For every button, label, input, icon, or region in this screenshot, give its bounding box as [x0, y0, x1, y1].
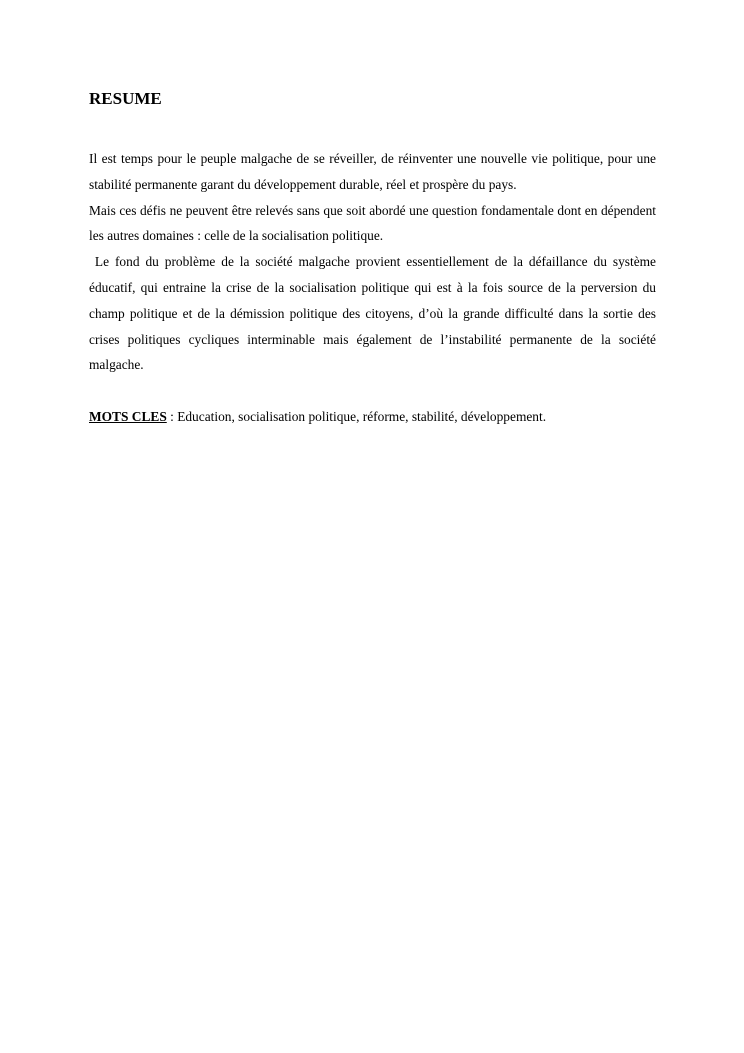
abstract-paragraph-1: Il est temps pour le peuple malgache de se réveiller, de réinventer une nouvelle vie politique, pour une stabilité permanente garant du développement durable, réel et prospère du pays.	[89, 151, 656, 192]
keywords-label: MOTS CLES	[89, 408, 167, 424]
keywords-line	[89, 404, 656, 430]
page-title: RESUME	[89, 89, 162, 108]
keywords-text: Education, socialisation politique, réforme, stabilité, développement.	[177, 408, 547, 424]
paragraph-gap	[89, 378, 656, 404]
abstract-paragraph-3	[89, 249, 656, 378]
abstract-paragraph-2: Mais ces défis ne peuvent être relevés sans que soit abordé une question fondamentale dont en dépendent les autres domaines : celle de la socialisation politique.	[89, 202, 656, 244]
keywords-separator: :	[166, 408, 178, 424]
abstract-paragraph-3-text: Le fond du problème de la société malgache provient essentiellement de la défaillance du système éducatif, qui entraine la crise de la socialisation politique qui est à la fois source de la perversion du champ politique et de la démission politique des citoyens, d’où la grande difficulté dans la sortie des crises politiques cycliques interminable mais également de l’instabilité permanente de la société malgache.	[89, 254, 656, 373]
abstract-body	[89, 146, 656, 430]
